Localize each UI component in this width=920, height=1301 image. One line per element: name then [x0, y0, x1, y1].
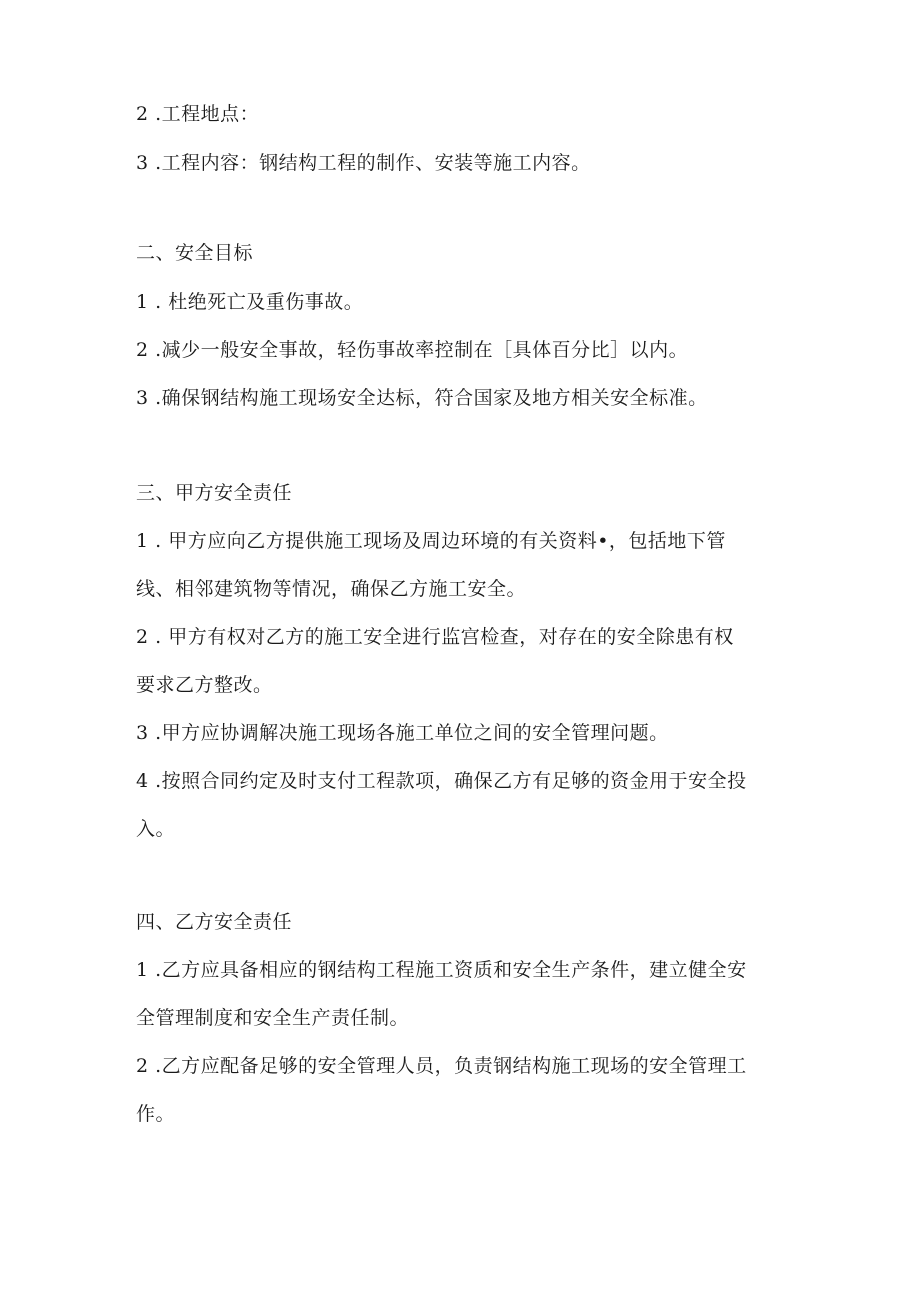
section-heading-safety-goals: 二、安全目标 — [136, 242, 254, 264]
party-a-item-1-line-2: 线、相邻建筑物等情况，确保乙方施工安全。 — [136, 578, 527, 600]
party-b-item-1-line-1: 1 .乙方应具备相应的钢结构工程施工资质和安全生产条件，建立健全安 — [136, 959, 747, 981]
party-a-item-4-line-2: 入。 — [136, 818, 176, 840]
party-a-item-2-line-1: 2 . 甲方有权对乙方的施工安全进行监宫检查，对存在的安全除患有权 — [136, 626, 734, 648]
section-heading-party-a: 三、甲方安全责任 — [136, 482, 293, 504]
party-a-item-2-line-2: 要求乙方整改。 — [136, 674, 273, 696]
party-a-item-3: 3 .甲方应协调解决施工现场各施工单位之间的安全管理问题。 — [136, 722, 669, 744]
party-b-item-2-line-1: 2 .乙方应配备足够的安全管理人员，负责钢结构施工现场的安全管理工 — [136, 1055, 747, 1077]
project-location-item: 2 .工程地点： — [136, 103, 260, 125]
party-b-item-1-line-2: 全管理制度和安全生产责任制。 — [136, 1007, 410, 1029]
safety-goal-item-3: 3 .确保钢结构施工现场安全达标，符合国家及地方相关安全标准。 — [136, 387, 708, 409]
section-heading-party-b: 四、乙方安全责任 — [136, 911, 293, 933]
party-a-item-1-line-1: 1 . 甲方应向乙方提供施工现场及周边环境的有关资料•，包括地下管 — [136, 530, 726, 552]
safety-goal-item-1: 1 . 杜绝死亡及重伤事故。 — [136, 291, 364, 313]
safety-goal-item-2: 2 .减少一般安全事故，轻伤事故率控制在［具体百分比］以内。 — [136, 339, 689, 361]
party-b-item-2-line-2: 作。 — [136, 1103, 176, 1125]
project-content-item: 3 .工程内容：钢结构工程的制作、安装等施工内容。 — [136, 152, 591, 174]
party-a-item-4-line-1: 4 .按照合同约定及时支付工程款项，确保乙方有足够的资金用于安全投 — [136, 770, 747, 792]
